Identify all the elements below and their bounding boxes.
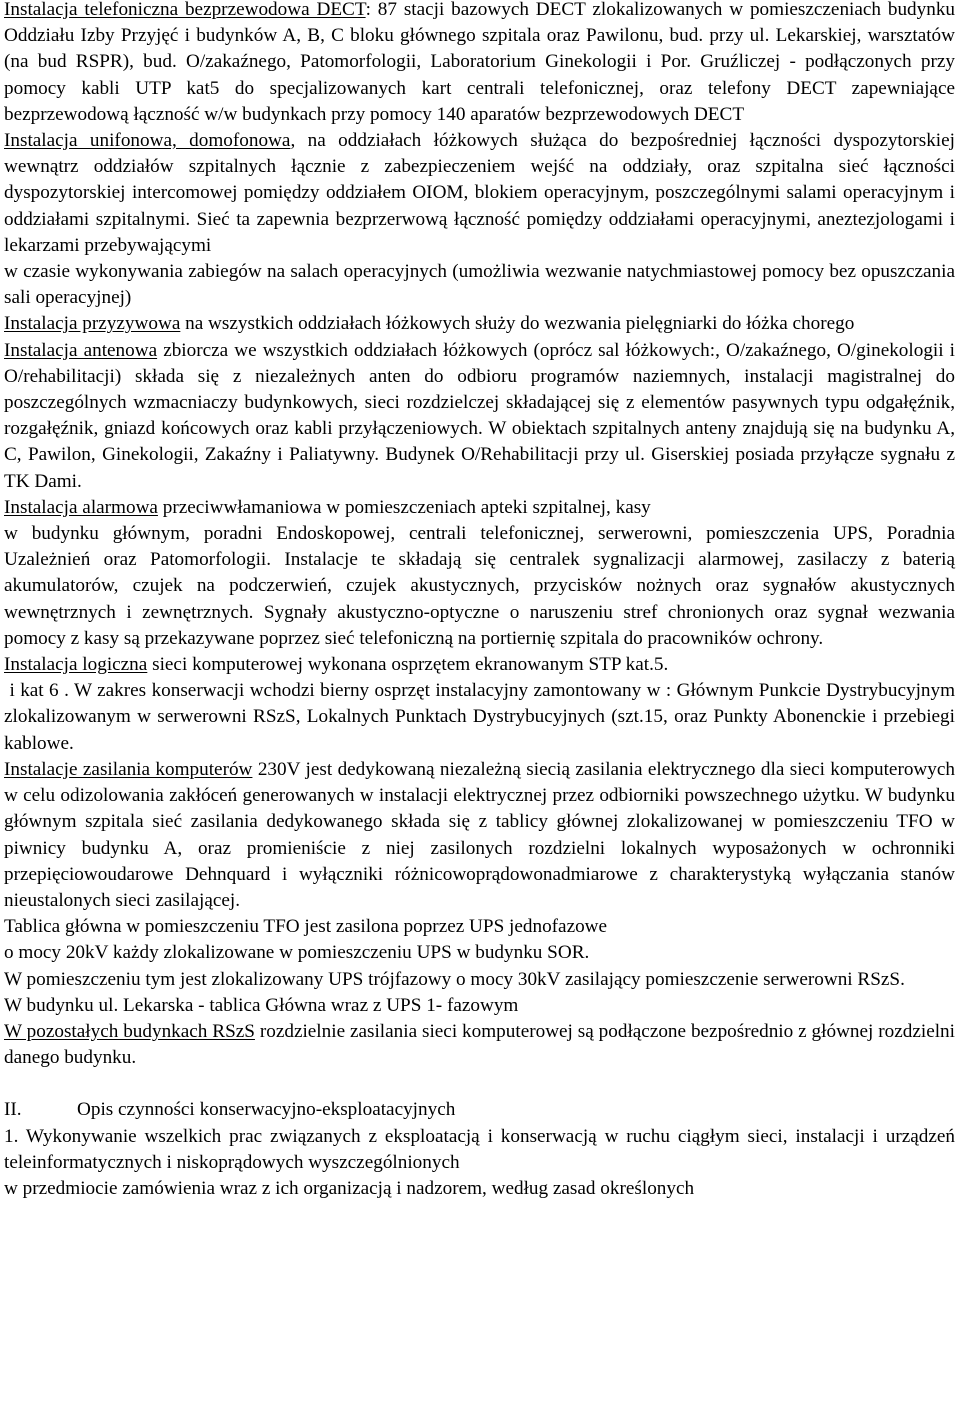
- heading-antenna: Instalacja antenowa: [4, 339, 158, 361]
- paragraph-item-1: [4, 1124, 955, 1176]
- paragraph-call-system: [4, 311, 955, 337]
- paragraph-antenna: [4, 338, 955, 495]
- section-heading: [4, 1097, 955, 1123]
- paragraph-item-1-cont-text: w przedmiocie zamówienia wraz z ich organizacją i nadzorem, według zasad określonych: [4, 1177, 695, 1199]
- blank-line: [4, 1071, 955, 1097]
- heading-dect: Instalacja telefoniczna bezprzewodowa DECT: [4, 0, 366, 20]
- paragraph-alarm-details: [4, 521, 955, 652]
- paragraph-lekarska-text: W budynku ul. Lekarska - tablica Główna wraz z UPS 1- fazowym: [4, 994, 519, 1016]
- document-page: [4, 0, 960, 1202]
- paragraph-ups-3phase: [4, 967, 955, 993]
- paragraph-main-board-text: Tablica główna w pomieszczeniu TFO jest zasilona poprzez UPS jednofazowe: [4, 916, 608, 938]
- heading-call-system: Instalacja przyzywowa: [4, 313, 181, 335]
- paragraph-other-buildings: [4, 1019, 955, 1071]
- paragraph-operating-rooms-text: w czasie wykonywania zabiegów na salach operacyjnych (umożliwia wezwanie natychmiastowej pomocy bez opuszczania sali operacyjnej): [4, 261, 955, 309]
- paragraph-logical: [4, 652, 955, 678]
- paragraph-power: [4, 757, 955, 914]
- paragraph-unifon-text: , na oddziałach łóżkowych służąca do bezpośredniej łączności dyspozytorskiej wewnątrz oddziałów szpitalnych łącznie z zabezpieczeniem wejść na oddziały, oraz szpitalna sieć łączności dyspozytorskiej intercomowej pomiędzy oddziałem OIOM, blokiem operacyjnym, poszczególnymi salami operacyjnym i oddziałami szpitalnymi. Sieć ta zapewnia bezprzerwową łączność pomiędzy oddziałami operacyjnymi, aneztezjologami i lekarzami przebywającymi: [4, 130, 955, 256]
- paragraph-unifon: [4, 128, 955, 259]
- paragraph-power-text: 230V jest dedykowaną niezależną siecią zasilania elektrycznego dla sieci komputerowych w celu odizolowania zakłóceń generowanych w instalacji elektrycznej przez odbiorniki powszechnego użytku. W budynku głównym szpitala sieć zasilania dedykowanego składa się z tablicy głównej zlokalizowanej w pomieszczeniu TFO w piwnicy budynku A, oraz promieniście z niej zasilonych rozdzielni lokalnych wyposażonych w ochronniki przepięciowoudarowe Dehnquard i wyłączniki różnicowoprądowonadmiarowe z charakterystyką wyłączania stanów nieustalonych sieci zasilającej.: [4, 758, 955, 911]
- paragraph-item-1-text: 1. Wykonywanie wszelkich prac związanych z eksploatacją i konserwacją w ruchu ciągłym sieci, instalacji i urządzeń teleinformatycznych i niskoprądowych wyszczególnionych: [4, 1125, 955, 1173]
- paragraph-lekarska: [4, 993, 955, 1019]
- paragraph-alarm-text: przeciwwłamaniowa w pomieszczeniach apteki szpitalnej, kasy: [157, 496, 651, 518]
- paragraph-main-board: [4, 914, 955, 940]
- paragraph-call-system-text: na wszystkich oddziałach łóżkowych służy do wezwania pielęgniarki do łóżka chorego: [180, 313, 855, 335]
- paragraph-logical-scope-text: i kat 6 . W zakres konserwacji wchodzi bierny osprzęt instalacyjny zamontowany w : Głównym Punkcie Dystrybucyjnym zlokalizowanym w serwerowni RSzS, Lokalnych Punktach Dystrybucyjnych (szt.15, oraz Punkty Abonenckie i przebiegi kablowe.: [4, 680, 960, 754]
- paragraph-ups-sor-text: o mocy 20kV każdy zlokalizowane w pomieszczeniu UPS w budynku SOR.: [4, 942, 590, 964]
- paragraph-alarm: [4, 495, 955, 521]
- heading-power: Instalacje zasilania komputerów: [4, 758, 253, 780]
- paragraph-dect: [4, 0, 955, 128]
- paragraph-ups-sor: [4, 940, 955, 966]
- paragraph-logical-scope: [4, 678, 960, 757]
- paragraph-ups-3phase-text: W pomieszczeniu tym jest zlokalizowany UPS trójfazowy o mocy 30kV zasilający pomieszczenie serwerowni RSzS.: [4, 968, 905, 990]
- heading-logical: Instalacja logiczna: [4, 654, 148, 676]
- section-number: II.: [4, 1099, 22, 1121]
- heading-unifon: Instalacja unifonowa, domofonowa: [4, 130, 291, 152]
- paragraph-operating-rooms: [4, 259, 955, 311]
- paragraph-other-buildings-text: rozdzielnie zasilania sieci komputerowej są podłączone bezpośrednio z głównej rozdzielni danego budynku.: [4, 1020, 955, 1069]
- paragraph-dect-text: : 87 stacji bazowych DECT zlokalizowanych w pomieszczeniach budynku Oddziału Izby Przyjęć i budynków A, B, C bloku głównego szpitala oraz Pawilonu, bud. przy ul. Lekarskiej, warsztatów (na bud RSPR), bud. O/zakaźnego, Patomorfologii, Laboratorium Ginekologii i Por. Gruźliczej - podłączonych przy pomocy kabli UTP kat5 do specjalizowanych kart centrali telefonicznej, oraz telefony DECT zapewniające bezprzewodową łączność w/w budynkach przy pomocy 140 aparatów bezprzewodowych DECT: [4, 0, 956, 125]
- section-title: Opis czynności konserwacyjno-eksploatacyjnych: [77, 1099, 456, 1121]
- paragraph-antenna-text: zbiorcza we wszystkich oddziałach łóżkowych (oprócz sal łóżkowych:, O/zakaźnego, O/ginekologii i O/rehabilitacji) składa się z niezależnych anten do odbioru programów naziemnych, instalacji magistralnej do poszczególnych wzmacniaczy budynkowych, sieci rozdzielczej składającej się z elementów pasywnych typu odgałęźnik, rozgałęźnik, gniazd końcowych oraz kabli przyłączeniowych. W obiektach szpitalnych anteny znajdują się na budynku A, C, Pawilon, Ginekologii, Zakaźny i Paliatywny. Budynek O/Rehabilitacji przy ul. Giserskiej posiada przyłącze sygnału z TK Dami.: [4, 339, 955, 492]
- paragraph-logical-text: sieci komputerowej wykonana osprzętem ekranowanym STP kat.5.: [147, 654, 669, 676]
- paragraph-alarm-details-text: w budynku głównym, poradni Endoskopowej, centrali telefonicznej, serwerowni, pomieszczenia UPS, Poradnia Uzależnień oraz Patomorfologii. Instalacje te składają się centralek sygnalizacji alarmowej, zasilaczy z baterią akumulatorów, czujek na podczerwień, czujek akustycznych, przycisków nożnych oraz sygnałów akustycznych wewnętrznych i zewnętrznych. Sygnały akustyczno-optyczne o naruszeniu stref chronionych oraz sygnał wezwania pomocy z kasy są przekazywane poprzez sieć telefoniczną na portiernię szpitala do pracowników ochrony.: [4, 523, 955, 649]
- heading-alarm: Instalacja alarmowa: [4, 496, 158, 518]
- paragraph-item-1-cont: [4, 1176, 955, 1202]
- heading-other-buildings: W pozostałych budynkach RSzS: [4, 1020, 255, 1042]
